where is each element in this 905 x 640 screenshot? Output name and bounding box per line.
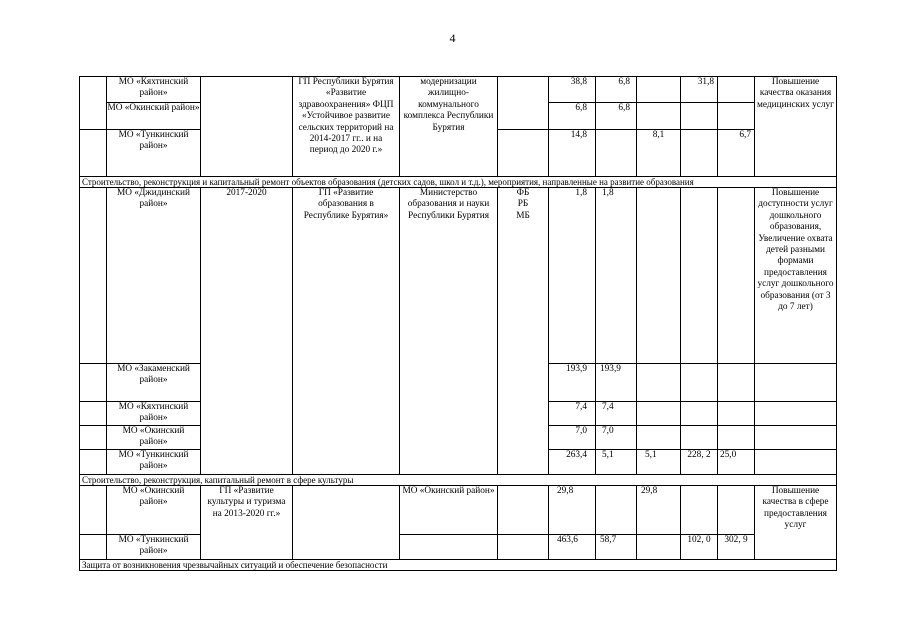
value-cell: 25,0 (718, 450, 755, 475)
table-row (80, 535, 837, 560)
value-cell: 463,6 (549, 535, 596, 560)
value-cell: 5,1 (637, 450, 681, 475)
value-cell: 6,8 6,8 (596, 77, 637, 130)
value-cell: 228, 2 (681, 450, 718, 475)
value-cell: 1,8 (596, 188, 637, 364)
section-title: Строительство, реконструкция и капитальный ремонт объектов образования (детских садов, школ и т.д.), мероприятия, направленные на развитие образования (80, 177, 837, 188)
value-cell: 14,8 (549, 130, 596, 177)
value-cell: 58,7 (596, 535, 637, 560)
value-cell (596, 486, 637, 535)
mo-name: МО «Кяхтинский район» (107, 77, 200, 103)
source-cell: ФБ РБ МБ (498, 188, 549, 475)
value-cell (681, 486, 718, 535)
value-cell: 263,4 (549, 450, 596, 475)
result-cell: Повышение качества оказания медицинских услуг (755, 77, 837, 177)
mo-name: МО «Кяхтинский район» (107, 402, 201, 426)
section-title: Защита от возникновения чрезвычайных ситуаций и обеспечение безопасности (80, 560, 837, 571)
section-row (80, 177, 837, 188)
value-cell: 38,8 6,8 (549, 77, 596, 130)
mo-name: МО «Джидинский район» (107, 188, 201, 364)
section-title: Строительство, реконструкция, капитальный ремонт в сфере культуры (80, 475, 837, 486)
value-cell: 7,4 (549, 402, 596, 426)
value-cell: 7,0 (596, 426, 637, 450)
program-table (79, 76, 837, 571)
value-cell (681, 130, 718, 177)
table-row (80, 486, 837, 535)
value-cell: 193,9 (596, 364, 637, 402)
mo-name: МО «Окинский район» (107, 426, 201, 450)
executor-cell: МО «Окинский район» (400, 486, 498, 535)
program-cell: ГП «Развитие культуры и туризма на 2013-2020 гг.» (201, 486, 293, 560)
value-cell (718, 188, 755, 364)
value-cell (637, 77, 681, 130)
years-cell: 2017-2020 (201, 188, 293, 475)
value-cell: 6,7 (718, 130, 755, 177)
value-cell (681, 188, 718, 364)
mo-name: МО «Окинский район» (107, 486, 201, 535)
result-cell: Повышение доступности услуг дошкольного образования, Увеличение охвата детей разными формами предоставления услуг дошкольного образования (от 3 до 7 лет) (755, 188, 837, 364)
mo-name: МО «Окинский район» (107, 103, 200, 113)
value-cell (718, 77, 755, 130)
value-cell: 7,4 (596, 402, 637, 426)
section-row (80, 475, 837, 486)
table-row (80, 188, 837, 364)
value-cell: 8,1 (637, 130, 681, 177)
value-cell (596, 130, 637, 177)
mo-name: МО «Тункинский район» (107, 450, 201, 475)
value-cell: 5,1 (596, 450, 637, 475)
value-cell: 102, 0 (681, 535, 718, 560)
mo-name: МО «Закаменский район» (107, 364, 201, 402)
value-cell (637, 535, 681, 560)
value-cell: 29,8 (549, 486, 596, 535)
executor-cell: модернизации жилищно-коммунального комплекса Республики Бурятия (400, 77, 498, 177)
page-number: 4 (449, 31, 456, 45)
mo-cell (107, 77, 201, 130)
program-cell: ГП «Развитие образования в Республике Бурятия» (293, 188, 400, 475)
table-row (80, 77, 837, 130)
program-cell: ГП Республики Бурятия «Развитие здравоохранения» ФЦП «Устойчивое развитие сельских территорий на 2014-2017 гг.. и на период до 2020 г.» (293, 77, 400, 177)
value-cell (637, 188, 681, 364)
value-cell: 29,8 (637, 486, 681, 535)
value-cell: 193,9 (549, 364, 596, 402)
value-cell (718, 486, 755, 535)
section-row (80, 560, 837, 571)
value-cell: 7,0 (549, 426, 596, 450)
result-cell: Повышение качества в сфере предоставления услуг (755, 486, 837, 560)
executor-cell: Министерство образования и науки Республики Бурятия (400, 188, 498, 475)
value-cell: 302, 9 (718, 535, 755, 560)
value-cell: 1,8 (549, 188, 596, 364)
value-cell: 31,8 (681, 77, 718, 130)
mo-name: МО «Тункинский район» (107, 130, 201, 177)
mo-name: МО «Тункинский район» (107, 535, 201, 560)
